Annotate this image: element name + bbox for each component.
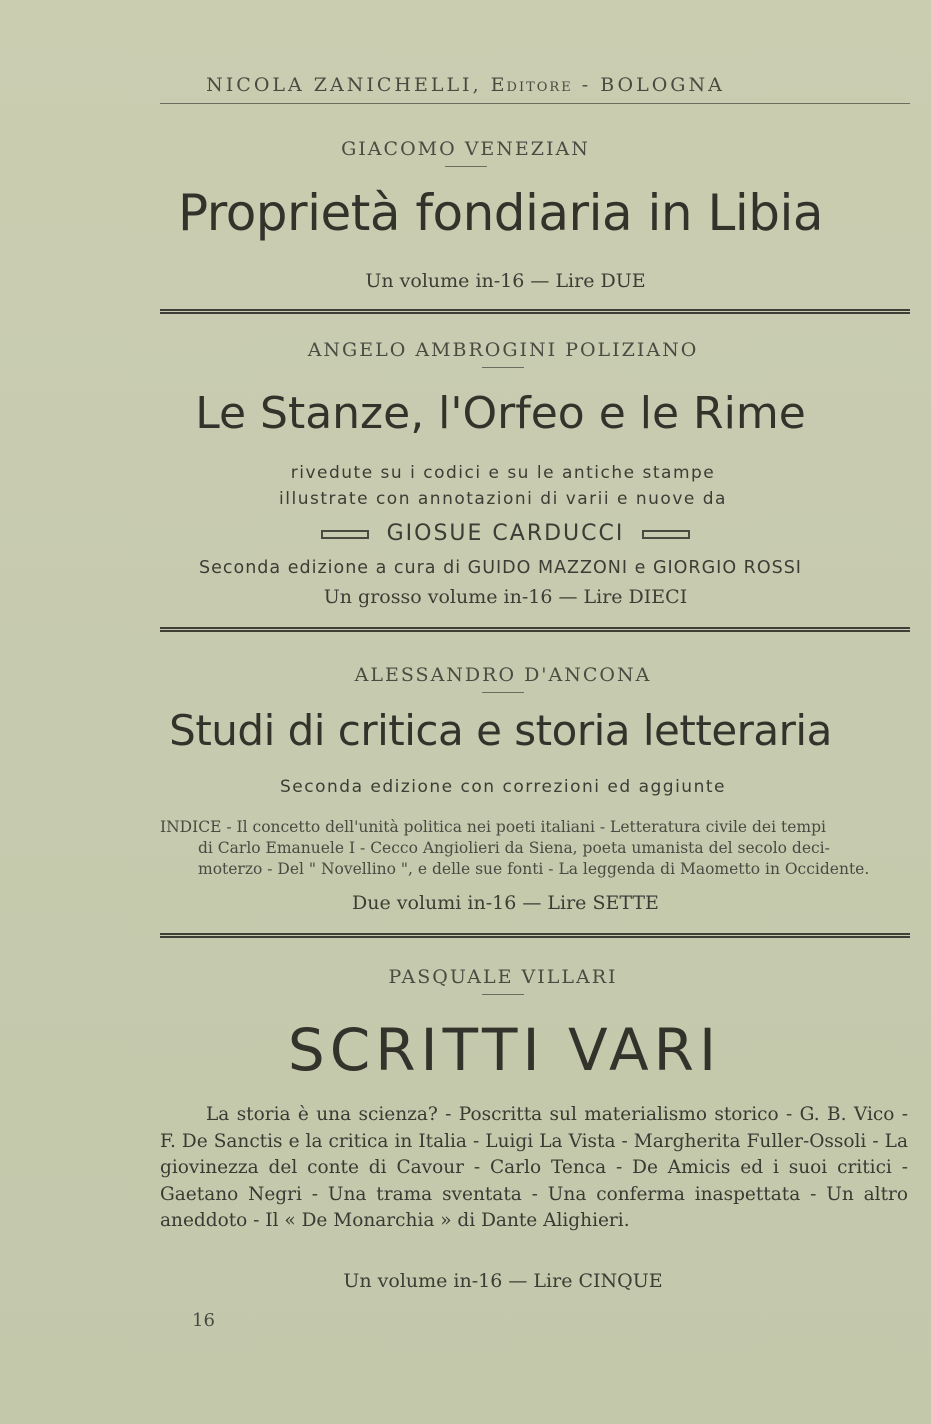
publisher-role: Editore xyxy=(490,74,573,96)
book-price: Un volume in-16 — Lire DUE xyxy=(365,270,646,292)
book-title: SCRITTI VARI xyxy=(287,1016,722,1084)
ornament-bracket xyxy=(321,530,369,539)
book-author: ANGELO AMBROGINI POLIZIANO xyxy=(307,339,699,361)
book-venezian xyxy=(0,138,931,167)
publisher-city: - BOLOGNA xyxy=(581,74,725,96)
author-divider xyxy=(482,367,524,368)
book-author: PASQUALE VILLARI xyxy=(388,966,618,988)
book-description: illustrate con annotazioni di varii e nuove da xyxy=(279,489,727,509)
index-line: INDICE - Il concetto dell'unità politica nei poeti italiani - Letteratura civile dei tempi xyxy=(160,818,826,836)
ornament-bracket xyxy=(642,530,690,539)
book-title-block xyxy=(0,388,931,439)
book-title-block xyxy=(0,1016,931,1084)
book-dancona xyxy=(0,664,931,693)
book-price: Due volumi in-16 — Lire SETTE xyxy=(352,892,659,914)
page-number: 16 xyxy=(192,1310,215,1331)
publisher-name: NICOLA ZANICHELLI, xyxy=(206,74,482,96)
book-index xyxy=(160,817,908,880)
section-divider xyxy=(160,627,910,632)
book-edition: Seconda edizione con correzioni ed aggiunte xyxy=(280,777,726,797)
author-divider xyxy=(482,692,524,693)
book-price: Un grosso volume in-16 — Lire DIECI xyxy=(323,586,688,608)
index-line: di Carlo Emanuele I - Cecco Angiolieri da Siena, poeta umanista del secolo deci- xyxy=(198,839,830,857)
book-villari xyxy=(0,966,931,995)
author-divider xyxy=(445,166,487,167)
section-divider xyxy=(160,309,910,314)
book-title-block xyxy=(0,184,931,242)
book-contents: La storia è una scienza? - Poscritta sul materialismo storico - G. B. Vico - F. De Sanctis e la critica in Italia - Luigi La Vista - Margherita Fuller-Ossoli - La giovinezza del conte di Cavour - Carlo Tenca - De Amicis ed i suoi critici - Gaetano Negri - Una trama sventata - Una conferma inaspettata - Un altro aneddoto - Il « De Monarchia » di Dante Alighieri. xyxy=(160,1104,908,1231)
book-title: Proprietà fondiaria in Libia xyxy=(177,184,824,242)
book-title: Studi di critica e storia letteraria xyxy=(169,706,832,755)
book-author: ALESSANDRO D'ANCONA xyxy=(354,664,652,686)
editor-name: GIOSUE CARDUCCI xyxy=(386,521,625,546)
book-title-block xyxy=(0,706,931,755)
section-divider xyxy=(160,933,910,938)
publisher-header xyxy=(0,74,931,96)
author-divider xyxy=(482,994,524,995)
book-poliziano xyxy=(0,339,931,368)
book-price: Un volume in-16 — Lire CINQUE xyxy=(343,1270,663,1292)
book-edition: Seconda edizione a cura di GUIDO MAZZONI e GIORGIO ROSSI xyxy=(199,558,802,578)
book-editor xyxy=(0,521,931,546)
index-line: moterzo - Del " Novellino ", e delle sue fonti - La leggenda di Maometto in Occidente. xyxy=(198,860,870,878)
header-rule xyxy=(160,103,910,104)
book-author: GIACOMO VENEZIAN xyxy=(341,138,590,160)
book-title: Le Stanze, l'Orfeo e le Rime xyxy=(195,388,806,439)
book-description: rivedute su i codici e su le antiche stampe xyxy=(290,463,716,483)
